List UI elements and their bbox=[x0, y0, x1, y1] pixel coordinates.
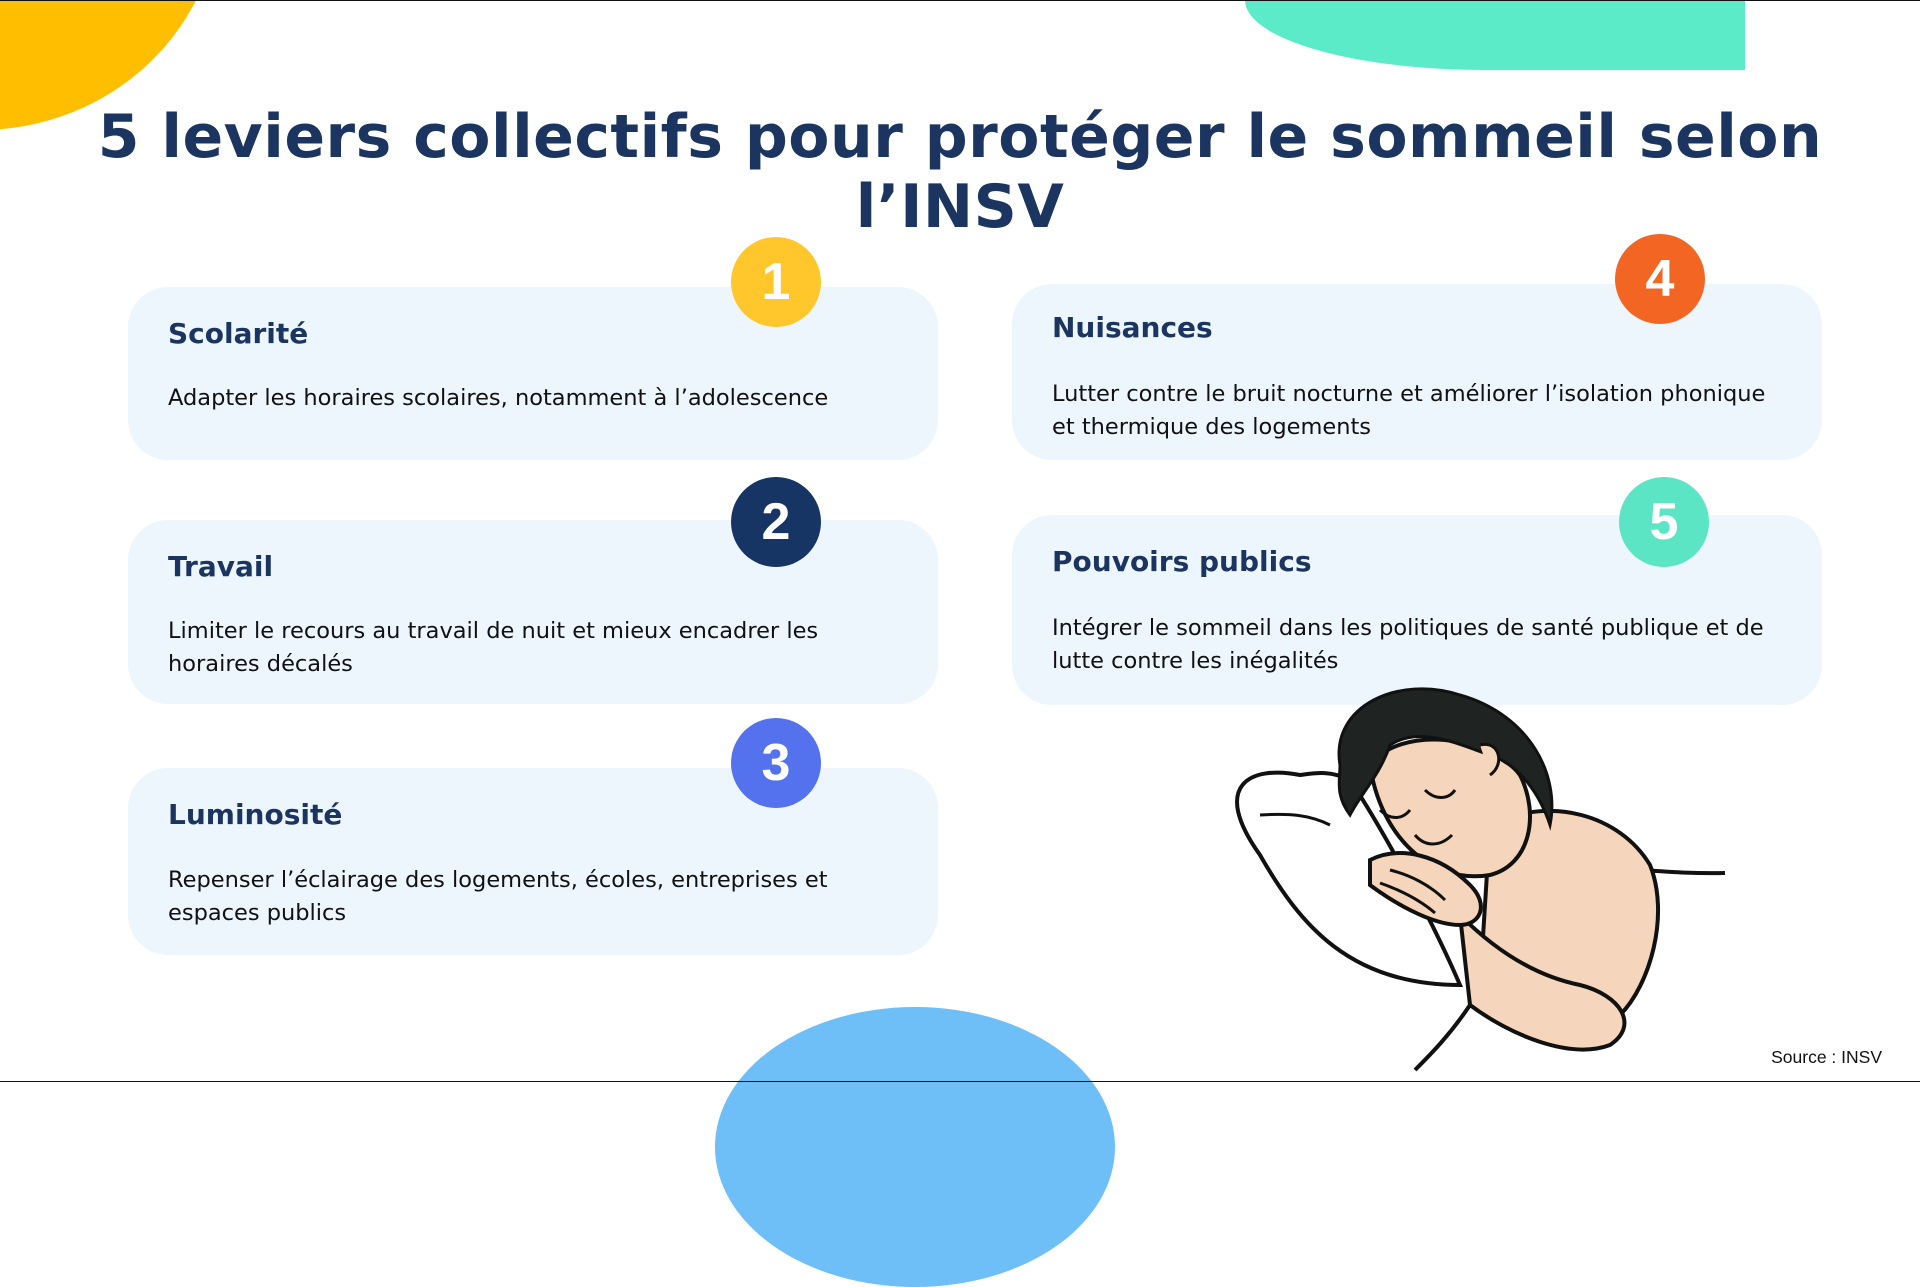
top-border bbox=[0, 0, 1920, 1]
lever-number-badge: 5 bbox=[1619, 477, 1709, 567]
lever-card-luminosite bbox=[128, 768, 938, 955]
lever-number-badge: 4 bbox=[1615, 234, 1705, 324]
lever-number-badge: 3 bbox=[731, 718, 821, 808]
lever-title: Pouvoirs publics bbox=[1052, 545, 1312, 578]
lever-title: Scolarité bbox=[168, 317, 309, 350]
lever-number-badge: 2 bbox=[731, 477, 821, 567]
lever-description: Limiter le recours au travail de nuit et mieux encadrer les horaires décalés bbox=[168, 618, 819, 677]
lever-description: Repenser l’éclairage des logements, écoles, entreprises et espaces publics bbox=[168, 867, 828, 926]
source-note: Source : INSV bbox=[1771, 1047, 1882, 1067]
decor-blue-shape bbox=[715, 1007, 1115, 1287]
lever-card-scolarite bbox=[128, 287, 938, 460]
lever-description: Intégrer le sommeil dans les politiques de santé publique et de lutte contre les inégalités bbox=[1052, 615, 1764, 674]
lever-title: Luminosité bbox=[168, 798, 343, 831]
decor-teal-shape bbox=[1245, 0, 1745, 70]
lever-description: Lutter contre le bruit nocturne et améliorer l’isolation phonique et thermique des logements bbox=[1052, 381, 1766, 440]
lever-number-badge: 1 bbox=[731, 237, 821, 327]
lever-title: Travail bbox=[168, 550, 274, 583]
lever-description: Adapter les horaires scolaires, notamment à l’adolescence bbox=[168, 385, 829, 411]
sleeping-person-illustration bbox=[1230, 685, 1750, 1085]
lever-title: Nuisances bbox=[1052, 311, 1213, 344]
lever-card-travail bbox=[128, 520, 938, 704]
lever-card-nuisances bbox=[1012, 284, 1822, 460]
page-title: 5 leviers collectifs pour protéger le sommeil selon l’INSV bbox=[97, 102, 1823, 242]
